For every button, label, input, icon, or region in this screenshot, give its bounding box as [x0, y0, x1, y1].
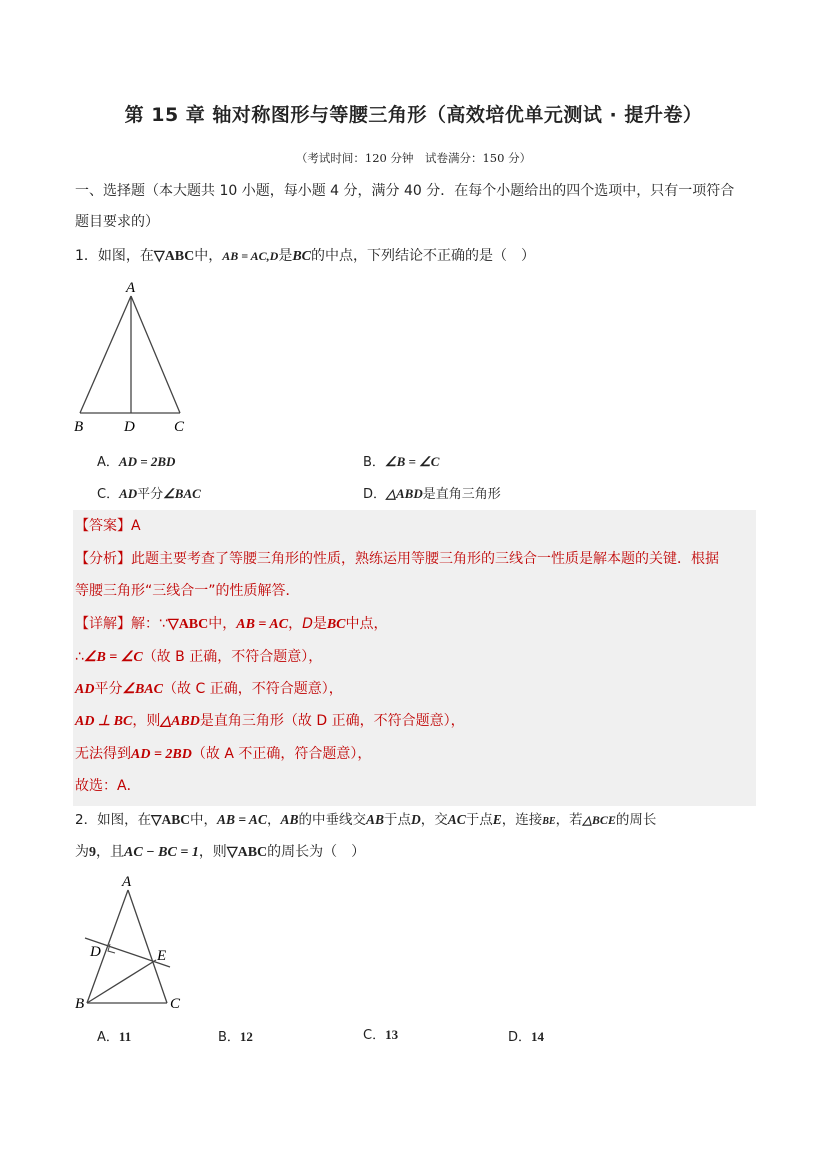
q2-option-a[interactable]	[97, 1027, 131, 1048]
detail-text: ，则	[132, 713, 161, 729]
q2-text: ，若	[555, 812, 583, 828]
label-c: C	[170, 996, 181, 1012]
detail-expr: AD	[75, 682, 95, 697]
q1-analysis-line2: 等腰三角形“三线合一”的性质解答．	[75, 583, 300, 599]
q2-text: 中，	[189, 812, 217, 828]
segment-be	[87, 960, 156, 1003]
q1-detail-line3	[75, 679, 755, 700]
question-2-figure	[70, 870, 200, 1015]
detail-expr: D	[302, 616, 313, 632]
label-b: B	[74, 419, 84, 435]
q2-text: 为	[75, 844, 89, 860]
detail-expr: △ABD	[160, 714, 200, 729]
question-2-stem-line2	[75, 842, 755, 863]
edge-ac	[128, 890, 167, 1003]
detail-text: 是	[312, 616, 327, 632]
option-expr: AD	[119, 486, 138, 501]
detail-expr: ▽ABC	[167, 617, 209, 632]
label-b: B	[75, 996, 85, 1012]
option-value: 14	[531, 1029, 545, 1044]
option-label: C．	[363, 1028, 386, 1043]
q1-answer	[75, 516, 755, 536]
label-d: D	[124, 419, 135, 435]
q2-text: ，交	[420, 812, 448, 828]
analysis-tag: 【分析】	[75, 551, 131, 567]
q1-detail-line5	[75, 744, 755, 765]
q1-text: 中，	[194, 248, 223, 264]
q1-detail-line2	[75, 647, 755, 668]
detail-text: 无法得到	[75, 746, 131, 762]
q2-option-c[interactable]	[363, 1025, 398, 1046]
label-c: C	[174, 419, 185, 435]
detail-text: （故 A 不正确，符合题意），	[191, 746, 372, 762]
detail-expr: AD = 2BD	[131, 747, 192, 762]
option-label: B．	[218, 1030, 240, 1045]
q2-expr: BE	[542, 816, 556, 827]
question-1-stem	[75, 246, 755, 267]
question-1-figure	[70, 278, 200, 438]
exam-info: （考试时间：120 分钟 试卷满分：150 分）	[295, 151, 532, 165]
detail-text: ，	[288, 616, 303, 632]
option-label: D．	[363, 487, 387, 502]
q2-text: ，且	[96, 844, 124, 860]
question-2-stem-line1	[75, 810, 755, 832]
q1-text: 的中点，下列结论不正确的是（ ）	[311, 248, 536, 264]
section-intro-line1: 一、选择题（本大题共 10 小题，每小题 4 分，满分 40 分．在每个小题给出的四个选项中，只有一项符合	[75, 183, 735, 199]
q1-text: 是	[278, 248, 293, 264]
option-label: A．	[97, 455, 119, 470]
detail-text: 中，	[208, 616, 237, 632]
detail-expr: ∠B = ∠C	[83, 650, 143, 665]
page-title: 第 15 章 轴对称图形与等腰三角形（高效培优单元测试 · 提升卷）	[124, 104, 703, 126]
analysis-text: 此题主要考查了等腰三角形的性质，熟练运用等腰三角形的三线合一性质是解本题的关键．根据	[131, 551, 719, 567]
detail-expr: ∠BAC	[122, 682, 164, 697]
detail-text: 平分	[94, 681, 123, 697]
q2-expr: E	[492, 812, 502, 827]
q2-expr: AB = AC	[216, 812, 267, 827]
option-label: B．	[363, 455, 385, 470]
q1-analysis-line1	[75, 549, 755, 569]
detail-expr: BC	[326, 617, 346, 632]
option-value: 13	[385, 1027, 399, 1042]
option-label: D．	[508, 1030, 532, 1045]
detail-expr: AB = AC	[236, 617, 289, 632]
label-a: A	[122, 874, 132, 890]
q2-text: ，连接	[501, 812, 543, 828]
option-expr: △ABD	[386, 486, 423, 501]
detail-tag: 【详解】	[75, 616, 131, 632]
option-expr: ∠B = ∠C	[384, 454, 440, 469]
option-value: 11	[118, 1029, 132, 1044]
q2-text: 于点	[383, 812, 411, 828]
q2-text: 的周长为（ ）	[267, 844, 366, 860]
q1-option-b[interactable]	[363, 452, 439, 473]
q2-expr: AB	[280, 812, 299, 827]
detail-text: （故 B 正确，不符合题意），	[142, 649, 323, 665]
q2-expr: ▽ABC	[226, 845, 268, 860]
detail-text: 解：∵	[131, 616, 168, 632]
detail-text: 中点，	[345, 616, 388, 632]
q1-detail-line1	[75, 614, 755, 635]
option-text: 平分	[137, 487, 164, 502]
label-e: E	[157, 948, 167, 964]
q2-expr: AB	[365, 812, 384, 827]
option-label: A．	[97, 1030, 119, 1045]
section-intro-line2: 题目要求的）	[75, 214, 159, 230]
q1-segment: BC	[292, 249, 312, 264]
q2-text: 于点	[465, 812, 493, 828]
option-value: 12	[239, 1029, 253, 1044]
q2-expr: △BCE	[582, 813, 616, 827]
detail-text: （故 C 正确，不符合题意），	[163, 681, 343, 697]
q2-option-b[interactable]	[218, 1027, 253, 1048]
q1-option-d[interactable]	[363, 484, 501, 505]
q2-text: 的中垂线交	[298, 812, 366, 828]
q2-text: ，	[266, 812, 281, 828]
q2-expr: AC	[447, 812, 466, 827]
label-d: D	[90, 944, 101, 960]
q2-text: ，则	[198, 844, 227, 860]
detail-text: ∴	[75, 649, 84, 665]
q2-text: 的周长	[615, 812, 657, 828]
detail-text: 是直角三角形（故 D 正确，不符合题意），	[199, 713, 465, 729]
edge-ac	[131, 296, 180, 413]
q1-condition: AB = AC,D	[222, 249, 279, 263]
q2-option-d[interactable]	[508, 1027, 544, 1048]
q2-expr: AC − BC = 1	[124, 845, 199, 860]
answer-value: A	[131, 518, 141, 534]
detail-expr: AD ⊥ BC	[75, 714, 133, 729]
q1-prefix: 1．如图，在	[75, 248, 154, 264]
q1-detail-line6: 故选：A．	[75, 778, 141, 794]
q2-text: 2．如图，在	[75, 812, 152, 828]
q1-option-a[interactable]	[97, 452, 175, 473]
q2-expr: ▽ABC	[151, 812, 190, 827]
option-expr: ∠BAC	[163, 486, 201, 501]
q2-expr: 9	[89, 845, 96, 860]
label-a: A	[126, 280, 136, 296]
option-expr: AD = 2BD	[118, 454, 176, 469]
option-text: 是直角三角形	[422, 487, 501, 502]
q1-triangle: ▽ABC	[153, 249, 195, 264]
q2-expr: D	[410, 812, 421, 827]
answer-tag: 【答案】	[75, 518, 131, 534]
q1-detail-line4	[75, 711, 755, 732]
option-label: C．	[97, 487, 120, 502]
edge-ab	[80, 296, 131, 413]
q1-option-c[interactable]	[97, 484, 201, 505]
